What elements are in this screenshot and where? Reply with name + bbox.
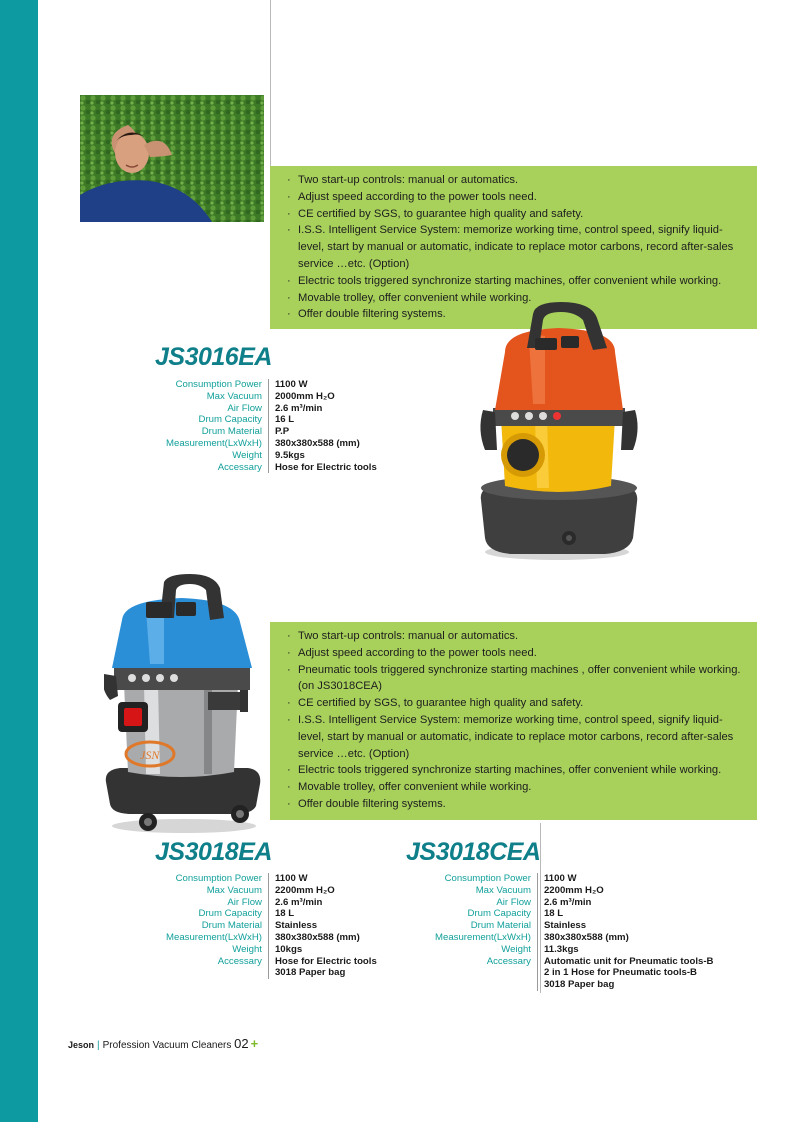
spec-label: Drum Material	[435, 920, 537, 932]
spec-label: Consumption Power	[166, 873, 268, 885]
spec-value: 18 L	[543, 908, 564, 920]
spec-row	[166, 450, 377, 462]
feature-text: Movable trolley, offer convenient while working.	[298, 291, 532, 304]
spec-row	[435, 873, 713, 885]
spec-row	[166, 956, 377, 968]
spec-row	[166, 873, 377, 885]
feature-text: CE certified by SGS, to guarantee high quality and safety.	[298, 697, 584, 710]
feature-item	[285, 695, 747, 712]
spec-row	[166, 885, 377, 897]
spec-label: Drum Material	[166, 920, 268, 932]
spec-row	[435, 944, 713, 956]
spec-row	[435, 956, 713, 968]
feature-item	[285, 645, 747, 662]
feature-text: Electric tools triggered synchronize starting machines, offer convenient while working.	[298, 274, 722, 287]
spec-value: Automatic unit for Pneumatic tools-B	[543, 955, 714, 967]
spec-row	[166, 426, 377, 438]
model-title-js3016ea: JS3016EA	[155, 343, 272, 371]
spec-row	[166, 944, 377, 956]
feature-text: Offer double filtering systems.	[298, 308, 446, 321]
spec-label: Max Vacuum	[166, 391, 268, 403]
spec-value: Stainless	[543, 920, 587, 932]
svg-text:JSN: JSN	[140, 748, 160, 762]
spec-table-js3016ea	[166, 379, 377, 473]
bullet-icon: ·	[287, 797, 291, 810]
feature-text: I.S.S. Intelligent Service System: memorize working time, control speed, signify liquid-level, start by manual or automatic, indicate to replace motor carbons, record after-sales service …etc. (Option)	[298, 713, 734, 760]
spec-label	[435, 979, 537, 991]
feature-text: Pneumatic tools triggered synchronize starting machines , offer convenient while working.(on JS3018CEA)	[298, 663, 741, 693]
spec-value: Stainless	[274, 920, 318, 932]
spec-label: Measurement(LxWxH)	[166, 932, 268, 944]
plus-mark: +	[250, 1036, 259, 1051]
spec-label: Air Flow	[166, 897, 268, 909]
spec-row	[166, 967, 377, 979]
bullet-icon: ·	[287, 291, 291, 304]
spec-label: Weight	[435, 944, 537, 956]
bullet-icon: ·	[287, 663, 291, 676]
spec-label: Accessary	[166, 956, 268, 968]
bullet-icon: ·	[287, 697, 291, 710]
spec-label: Weight	[166, 944, 268, 956]
spec-value: 380x380x588 (mm)	[274, 931, 360, 943]
bullet-icon: ·	[287, 207, 291, 220]
spec-row	[166, 920, 377, 932]
page-footer	[68, 1036, 258, 1051]
feature-item	[285, 222, 747, 272]
divider-line-top	[270, 0, 271, 166]
spec-value: 2 in 1 Hose for Pneumatic tools-B	[543, 967, 697, 979]
feature-text: Adjust speed according to the power tools need.	[298, 190, 537, 203]
spec-value: 11.3kgs	[543, 943, 579, 955]
bullet-icon: ·	[287, 713, 291, 726]
feature-text: Adjust speed according to the power tools need.	[298, 646, 537, 659]
spec-value: 2.6 m³/min	[274, 896, 323, 908]
spec-label: Consumption Power	[166, 379, 268, 391]
spec-value: 3018 Paper bag	[543, 979, 615, 991]
spec-value: 16 L	[274, 414, 295, 426]
spec-table-js3018cea	[435, 873, 713, 991]
spec-row	[435, 920, 713, 932]
bullet-icon: ·	[287, 174, 291, 186]
feature-text: Two start-up controls: manual or automatics.	[298, 174, 519, 186]
feature-text: CE certified by SGS, to guarantee high quality and safety.	[298, 207, 584, 220]
spec-value: 1100 W	[543, 873, 577, 884]
feature-list-js3018	[270, 622, 757, 820]
spec-value: 380x380x588 (mm)	[274, 437, 360, 449]
spec-value: 3018 Paper bag	[274, 967, 346, 979]
spec-value: 2200mm H₂O	[543, 884, 604, 896]
spec-row	[435, 967, 713, 979]
spec-label	[435, 967, 537, 979]
spec-row	[166, 391, 377, 403]
spec-table-js3018ea	[166, 873, 377, 979]
feature-item	[285, 172, 747, 189]
spec-label: Air Flow	[166, 403, 268, 415]
spec-value: 10kgs	[274, 943, 303, 955]
spec-row	[166, 897, 377, 909]
spec-value: 2200mm H₂O	[274, 884, 335, 896]
spec-label: Measurement(LxWxH)	[166, 438, 268, 450]
spec-label	[166, 967, 268, 979]
spec-row	[435, 908, 713, 920]
spec-value: 9.5kgs	[274, 449, 305, 461]
feature-text: I.S.S. Intelligent Service System: memorize working time, control speed, signify liquid-level, start by manual or automatic, indicate to replace motor carbons, record after-sales service …etc. (Option)	[298, 224, 734, 270]
bullet-icon: ·	[287, 190, 291, 203]
spec-row	[166, 908, 377, 920]
spec-row	[435, 885, 713, 897]
spec-label: Max Vacuum	[166, 885, 268, 897]
spec-row	[166, 403, 377, 415]
spec-value: 1100 W	[274, 379, 308, 390]
spec-label: Air Flow	[435, 897, 537, 909]
feature-item	[285, 628, 747, 645]
spec-row	[435, 979, 713, 991]
spec-value: 380x380x588 (mm)	[543, 931, 629, 943]
spec-label: Measurement(LxWxH)	[435, 932, 537, 944]
bullet-icon: ·	[287, 781, 291, 794]
spec-value: Hose for Electric tools	[274, 461, 377, 473]
footer-separator: |	[97, 1040, 100, 1051]
spec-label: Drum Material	[166, 426, 268, 438]
lifestyle-photo	[80, 95, 264, 222]
spec-row	[166, 379, 377, 391]
bullet-icon: ·	[287, 308, 291, 321]
feature-text: Electric tools triggered synchronize starting machines, offer convenient while working.	[298, 764, 722, 777]
spec-label: Consumption Power	[435, 873, 537, 885]
spec-value: P.P	[274, 426, 290, 438]
feature-item	[285, 762, 747, 779]
spec-row	[166, 414, 377, 426]
spec-value: 2.6 m³/min	[543, 896, 592, 908]
spec-value: 2.6 m³/min	[274, 402, 323, 414]
feature-item	[285, 206, 747, 223]
spec-label: Max Vacuum	[435, 885, 537, 897]
footer-title: Profession Vacuum Cleaners	[102, 1040, 232, 1051]
feature-text: Two start-up controls: manual or automatics.	[298, 630, 519, 642]
model-title-js3018cea: JS3018CEA	[406, 838, 541, 866]
spec-row	[435, 897, 713, 909]
spec-value: 2000mm H₂O	[274, 390, 335, 402]
feature-item	[285, 712, 747, 762]
page-number: 02	[234, 1036, 249, 1051]
feature-text: Offer double filtering systems.	[298, 797, 446, 810]
spec-value: 18 L	[274, 908, 295, 920]
spec-value: 1100 W	[274, 873, 308, 884]
spec-label: Drum Capacity	[166, 908, 268, 920]
spec-label: Drum Capacity	[166, 414, 268, 426]
feature-item	[285, 189, 747, 206]
feature-item	[285, 796, 747, 813]
spec-row	[166, 932, 377, 944]
side-color-bar	[0, 0, 38, 1122]
spec-value: Hose for Electric tools	[274, 955, 377, 967]
spec-row	[435, 932, 713, 944]
bullet-icon: ·	[287, 630, 291, 642]
spec-row	[166, 462, 377, 474]
feature-item	[285, 662, 747, 696]
spec-label: Accessary	[435, 956, 537, 968]
vacuum-image-js3018	[104, 574, 262, 841]
feature-item	[285, 273, 747, 290]
spec-row	[166, 438, 377, 450]
bullet-icon: ·	[287, 646, 291, 659]
spec-label: Weight	[166, 450, 268, 462]
bullet-icon: ·	[287, 764, 291, 777]
spec-label: Drum Capacity	[435, 908, 537, 920]
feature-text: Movable trolley, offer convenient while working.	[298, 781, 532, 794]
bullet-icon: ·	[287, 224, 291, 237]
spec-label: Accessary	[166, 462, 268, 474]
bullet-icon: ·	[287, 274, 291, 287]
footer-brand: Jeson	[68, 1040, 95, 1050]
vacuum-image-js3016ea	[475, 300, 645, 570]
model-title-js3018ea: JS3018EA	[155, 838, 272, 866]
feature-item	[285, 779, 747, 796]
